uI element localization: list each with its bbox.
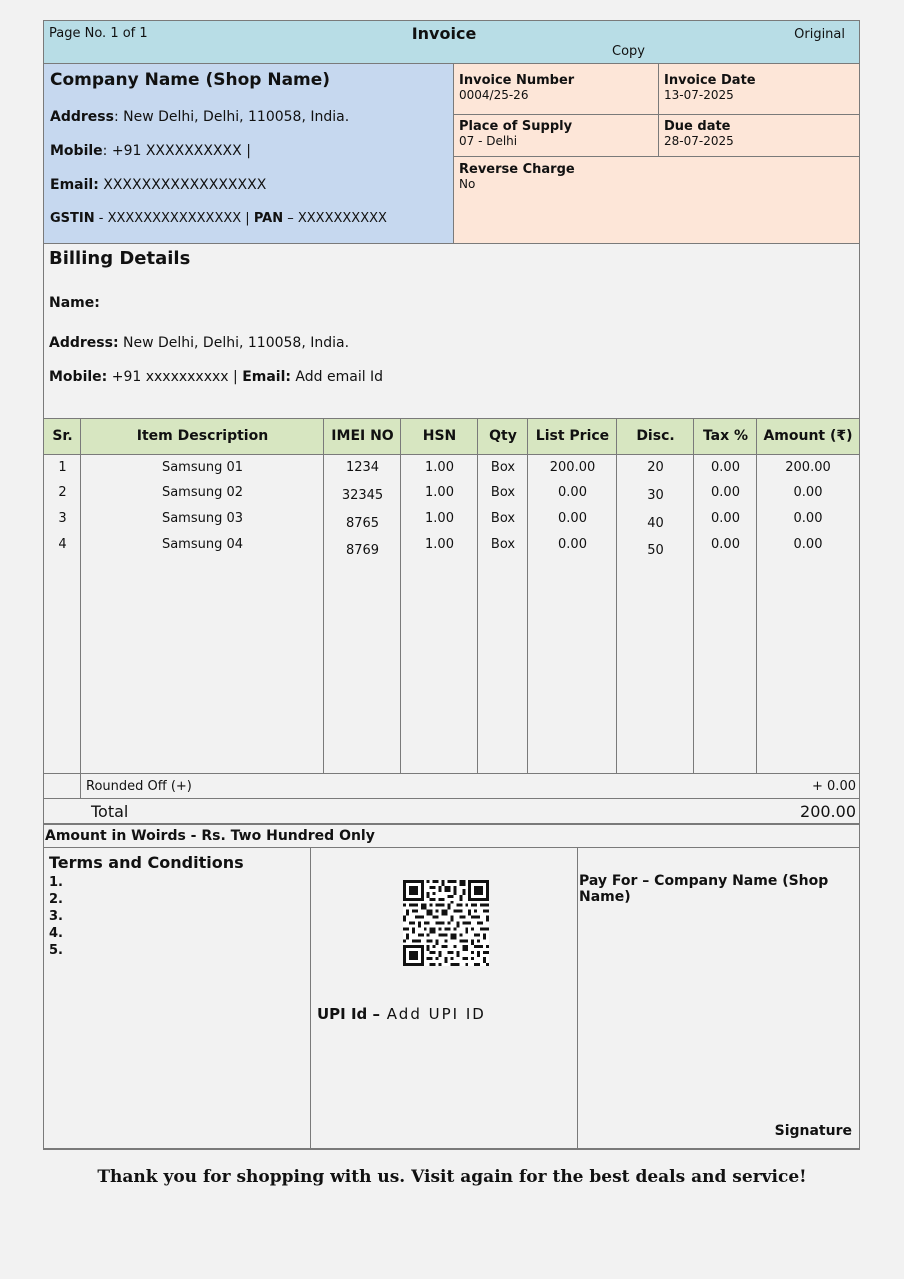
items-table: Sr. Item Description IMEI NO HSN Qty List Price Disc. Tax % Amount (₹) 1 Samsung 01 1234 1.00 Box 200.00 20 0.00 200.00 2 Samsung 02 32345 1.00 Box 0.00 30 0.00 0.00 3 Samsung 03 8765 1.00 Box 0.00 40 0.00 0.00 4 Samsung 04 8769 1.00 Box 0.00 50 0.00 0.00 [44,419,859,774]
total-label: Total [91,802,129,821]
terms-list [49,874,244,959]
col-hsn: HSN [422,428,457,444]
signature-label: Signature [774,1123,852,1139]
terms-item: 5. [49,943,63,958]
total-value: 200.00 [800,802,856,821]
original-label: Original [794,27,845,42]
terms-heading: Terms and Conditions [49,853,244,872]
items-header [44,419,859,455]
bottom-section [44,848,859,1149]
terms-item: 2. [49,892,63,907]
copy-label: Copy [612,44,645,59]
company-mobile: Mobile: +91 XXXXXXXXXX | [50,143,251,159]
billing-details [44,244,859,419]
amount-in-words: Amount in Woirds - Rs. Two Hundred Only [44,825,859,848]
billing-contact: Mobile: +91 xxxxxxxxxx | Email: Add email Id [49,369,384,385]
terms-item: 3. [49,909,63,924]
company-address: Address: New Delhi, Delhi, 110058, India. [50,109,350,125]
col-description: Item Description [136,428,269,444]
col-amount: Amount (₹) [763,428,853,444]
terms-block [49,853,244,959]
invoice-title: Invoice [411,24,477,43]
col-list-price: List Price [535,428,610,444]
billing-heading: Billing Details [49,248,191,269]
due-date: Due date 28-07-2025 [664,119,734,148]
invoice [43,20,860,1150]
thank-you-note: Thank you for shopping with us. Visit again for the best deals and service! [97,1167,807,1187]
col-qty: Qty [489,428,517,444]
col-tax: Tax % [702,428,749,444]
rounded-off-label: Rounded Off (+) [86,779,192,794]
rounded-off-row [44,774,859,799]
qr-code-icon [403,880,489,966]
company-block [44,64,454,243]
rounded-off-value: + 0.00 [812,779,856,794]
pay-for: Pay For – Company Name (Shop Name) [579,873,829,905]
place-of-supply: Place of Supply 07 - Delhi [459,119,573,148]
company-name: Company Name (Shop Name) [50,70,331,90]
col-imei: IMEI NO [331,428,394,444]
billing-address: Address: New Delhi, Delhi, 110058, India. [49,335,350,351]
billing-name: Name: [49,295,100,311]
terms-item: 4. [49,926,63,941]
col-sr: Sr. [52,428,73,444]
company-email: Email: XXXXXXXXXXXXXXXXX [50,177,267,193]
invoice-top [44,64,859,244]
upi-id: UPI Id – Add UPI ID [317,1005,486,1023]
total-row [44,799,859,825]
terms-item: 1. [49,875,63,890]
page-number: Page No. 1 of 1 [49,26,148,41]
invoice-date: Invoice Date 13-07-2025 [664,73,756,102]
invoice-meta [454,64,859,243]
invoice-number: Invoice Number 0004/25-26 [459,73,575,102]
col-disc: Disc. [636,428,675,444]
invoice-header [44,21,859,64]
company-gstin-pan: GSTIN - XXXXXXXXXXXXXXX | PAN – XXXXXXXXXX [50,211,387,226]
reverse-charge: Reverse Charge No [459,162,575,191]
